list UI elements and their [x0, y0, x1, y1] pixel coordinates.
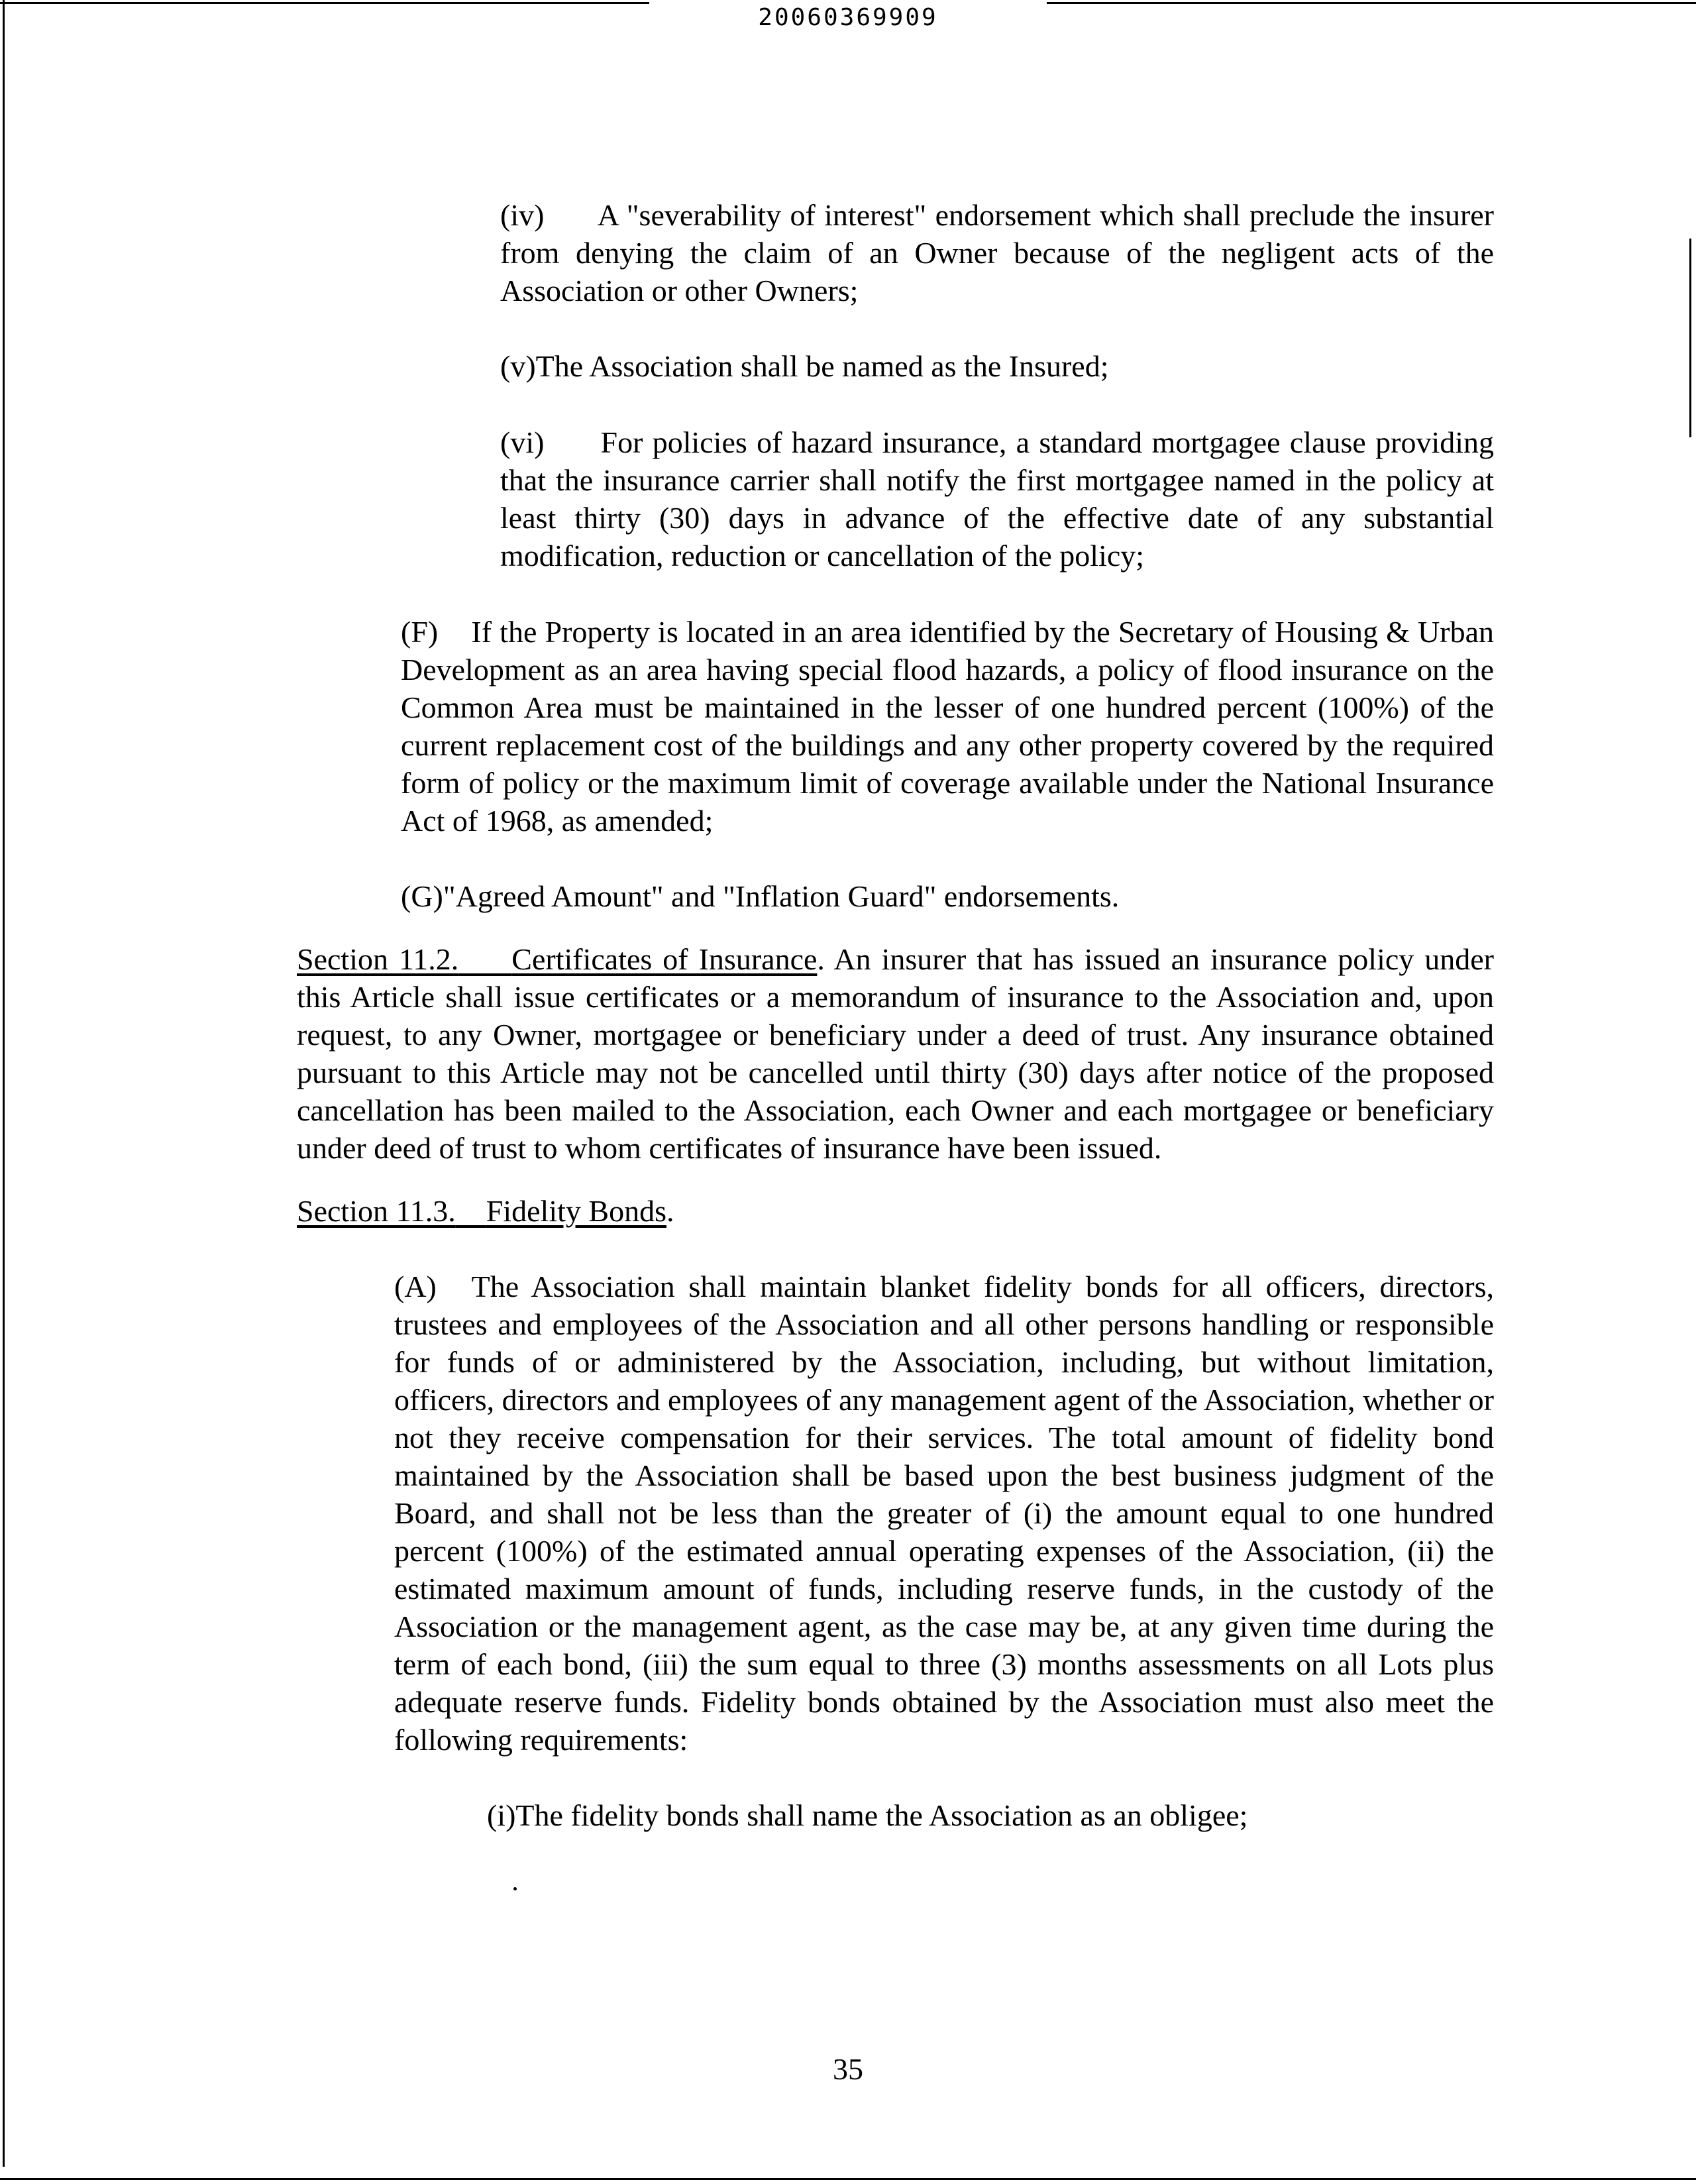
clause-text: For policies of hazard insurance, a standard mortgagee clause providing that the insurance carrier shall notify the first mortgagee named in the policy at least thirty (30) days in advance of the effective date of any substantial modification, reduction or cancellation of the policy; — [500, 425, 1495, 573]
clause-label: (iv) — [500, 198, 545, 232]
clause-text: "Agreed Amount" and "Inflation Guard" endorsements. — [443, 879, 1120, 913]
page-number: 35 — [833, 2052, 863, 2086]
clause-text: The Association shall maintain blanket fidelity bonds for all officers, directors, trustees and employees of the Association and all other persons handling or responsible for funds of or administered by the Association, including, but without limitation, officers, directors and employees of any management agent of the Association, whether or not they receive compensation for their services. The total amount of fidelity bond maintained by the Association shall be based upon the best business judgment of the Board, and shall not be less than the greater of (i) the amount equal to one hundred percent (100%) of the estimated annual operating expenses of the Association, (ii) the estimated maximum amount of funds, including reserve funds, in the custody of the Association or the management agent, as the case may be, at any given time during the term of each bond, (iii) the sum equal to three (3) months assessments on all Lots plus adequate reserve funds. Fidelity bonds obtained by the Association must also meet the following requirements: — [394, 1270, 1494, 1757]
clause-A — [202, 1268, 1494, 1759]
clause-label: (v) — [500, 349, 536, 383]
left-border-rule — [3, 0, 5, 2167]
clause-vi — [202, 423, 1494, 574]
section-tail: . — [666, 1194, 674, 1228]
section-11-2 — [202, 940, 1494, 1167]
document-number: 20060369909 — [758, 4, 938, 31]
section-text: . An insurer that has issued an insurance policy under this Article shall issue certificates or a memorandum of insurance to the Association and, upon request, to any Owner, mortgagee or beneficiary under a deed of trust. Any insurance obtained pursuant to this Article may not be cancelled until thirty (30) days after notice of the proposed cancellation has been mailed to the Association, each Owner and each mortgagee or beneficiary under deed of trust to whom certificates of insurance have been issued. — [297, 942, 1494, 1165]
clause-label: (G) — [401, 879, 443, 913]
clause-F — [202, 613, 1494, 840]
document-body — [202, 196, 1494, 1834]
section-number: Section 11.2. — [297, 942, 459, 976]
clause-label: (A) — [394, 1270, 437, 1303]
clause-label: (F) — [401, 615, 439, 649]
clause-iv — [202, 196, 1494, 309]
clause-text: The Association shall be named as the Insured; — [535, 349, 1109, 383]
section-11-3-heading — [202, 1192, 1494, 1230]
clause-i — [202, 1796, 1494, 1834]
section-number: Section 11.3. — [297, 1194, 456, 1228]
clause-text: If the Property is located in an area identified by the Secretary of Housing & Urban Development as an area having special flood hazards, a policy of flood insurance on the Common Area must be maintained in the lesser of one hundred percent (100%) of the current replacement cost of the buildings and any other property covered by the required form of policy or the maximum limit of coverage available under the National Insurance Act of 1968, as amended; — [401, 615, 1495, 838]
clause-G — [202, 877, 1494, 915]
clause-label: (vi) — [500, 425, 545, 459]
clause-label: (i) — [487, 1798, 516, 1832]
section-title: Certificates of Insurance — [511, 942, 818, 976]
bottom-border-rule — [0, 2178, 1696, 2180]
clause-v — [202, 347, 1494, 385]
right-margin-mark — [1689, 239, 1691, 437]
clause-text: A "severability of interest" endorsement which shall preclude the insurer from denying the claim of an Owner because of the negligent acts of the Association or other Owners; — [500, 198, 1494, 307]
section-title: Fidelity Bonds — [486, 1194, 666, 1228]
clause-text: The fidelity bonds shall name the Association as an obligee; — [515, 1798, 1248, 1832]
scan-speck — [513, 1887, 517, 1890]
